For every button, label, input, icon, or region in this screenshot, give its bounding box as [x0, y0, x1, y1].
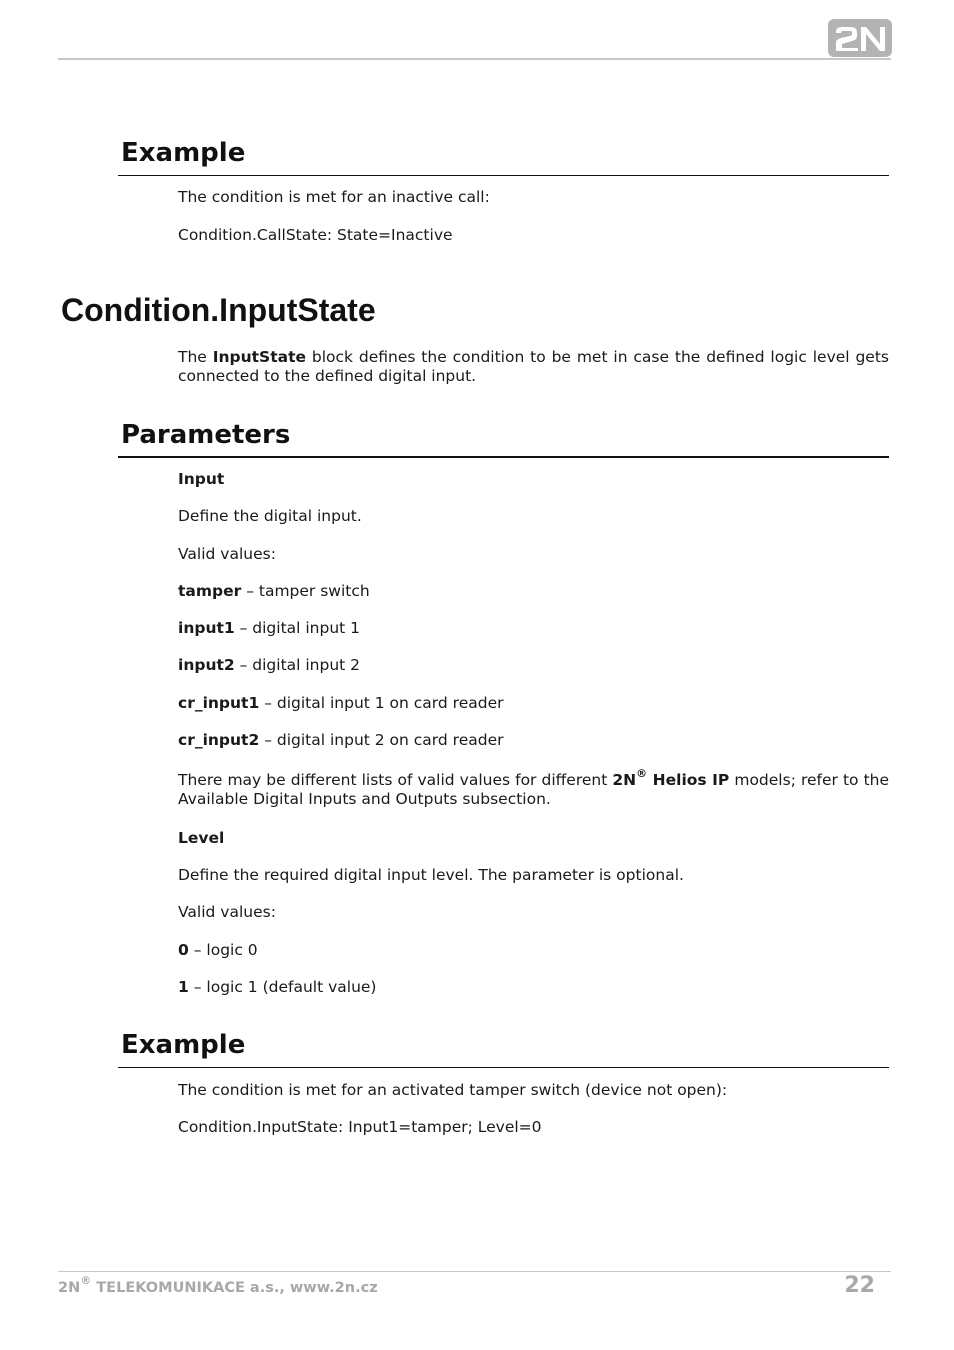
- list-item: input1 – digital input 1: [178, 619, 361, 637]
- list-item: input2 – digital input 2: [178, 656, 361, 674]
- param-level-label: Level: [178, 829, 225, 847]
- list-item: cr_input1 – digital input 1 on card reader: [178, 694, 504, 712]
- heading-rule: [118, 1067, 889, 1068]
- param-level-description: Define the required digital input level. The parameter is optional.: [178, 866, 684, 884]
- list-item: 1 – logic 1 (default value): [178, 978, 377, 996]
- example-code-2: Condition.InputState: Input1=tamper; Level=0: [178, 1118, 542, 1136]
- example-description-1: The condition is met for an inactive call:: [178, 188, 490, 206]
- footer-rule: [58, 1271, 891, 1272]
- header-rule: [58, 58, 891, 60]
- list-item: cr_input2 – digital input 2 on card reader: [178, 731, 504, 749]
- models-note: There may be different lists of valid values for different 2N® Helios IP models; refer to the Available Digital Inputs and Outputs subsection.: [178, 766, 890, 808]
- page-number: 22: [844, 1273, 875, 1298]
- heading-rule: [118, 175, 889, 176]
- example-description-2: The condition is met for an activated tamper switch (device not open):: [178, 1081, 728, 1099]
- example-heading-1: Example: [121, 138, 246, 168]
- parameters-heading: Parameters: [121, 420, 291, 450]
- intro-paragraph: The InputState block defines the condition to be met in case the defined logic level gets connected to the defined digital input.: [178, 348, 889, 385]
- list-item: 0 – logic 0: [178, 941, 258, 959]
- valid-values-label: Valid values:: [178, 903, 276, 921]
- 2n-logo: [828, 19, 892, 57]
- example-code-1: Condition.CallState: State=Inactive: [178, 226, 453, 244]
- block-name: InputState: [212, 348, 306, 366]
- list-item: tamper – tamper switch: [178, 582, 370, 600]
- example-heading-2: Example: [121, 1030, 246, 1060]
- footer-company: 2N® TELEKOMUNIKACE a.s., www.2n.cz: [58, 1274, 378, 1296]
- page-title: Condition.InputState: [61, 292, 376, 328]
- heading-rule: [118, 456, 889, 458]
- valid-values-label: Valid values:: [178, 545, 276, 563]
- param-input-description: Define the digital input.: [178, 507, 362, 525]
- param-input-label: Input: [178, 470, 225, 488]
